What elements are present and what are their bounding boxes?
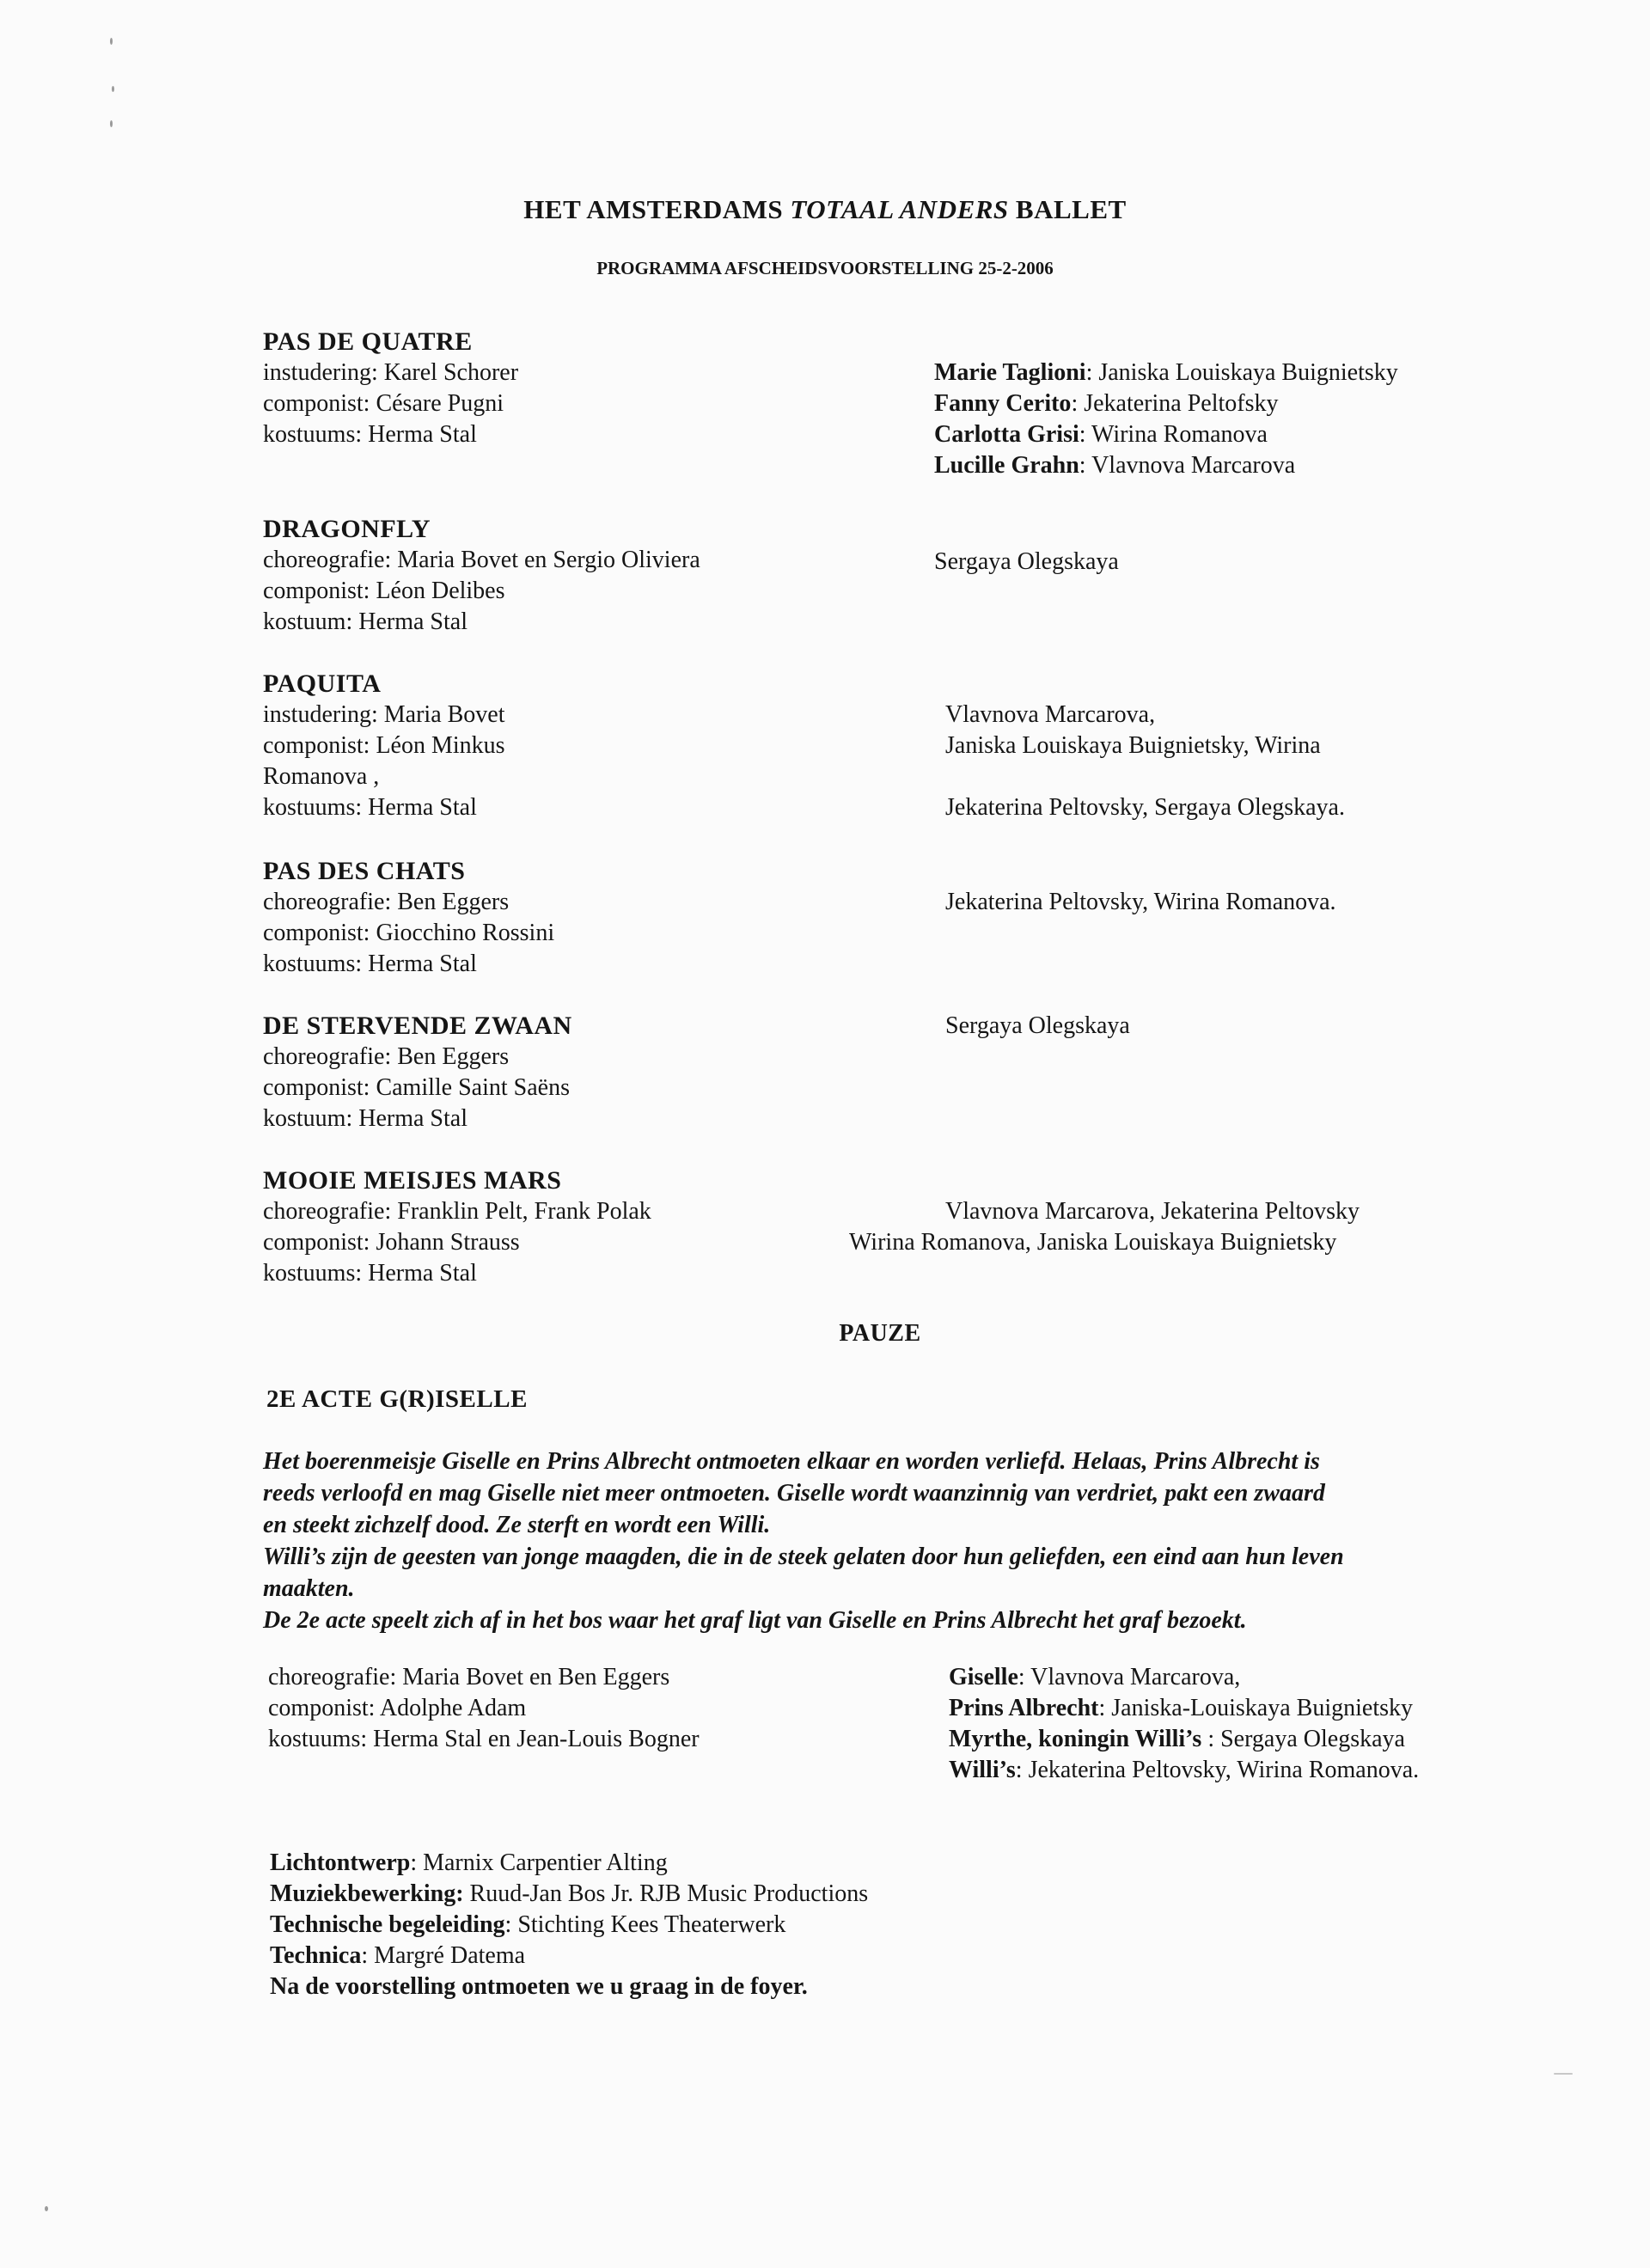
piece-detail: kostuums: Herma Stal en Jean-Louis Bogner — [268, 1726, 700, 1752]
cast-line: Sergaya Olegskaya — [945, 1012, 1130, 1039]
piece-title: DE STERVENDE ZWAAN — [263, 1012, 572, 1040]
credit-value: : Margré Datema — [361, 1942, 526, 1969]
synopsis-line: Willi’s zijn de geesten van jonge maagden, die in de steek gelaten door hun geliefden, een eind aan hun leven — [263, 1544, 1344, 1570]
giselle-synopsis — [263, 1446, 1483, 1636]
credit-label: Lichtontwerp — [270, 1849, 411, 1876]
cast-line — [949, 1724, 1419, 1755]
piece-pas-de-quatre — [263, 327, 518, 450]
piece-dragonfly — [263, 514, 700, 638]
credit-value: : Stichting Kees Theaterwerk — [504, 1911, 786, 1938]
cast-line-spacer — [945, 761, 1345, 792]
credit-label: Technische begeleiding — [270, 1911, 505, 1938]
piece-detail: kostuums: Herma Stal — [263, 1260, 477, 1287]
piece-detail: componist: Giocchino Rossini — [263, 920, 555, 946]
scan-speck — [45, 2206, 48, 2211]
cast-line: Jekaterina Peltovsky, Wirina Romanova. — [945, 889, 1336, 915]
dancer-name: : Vlavnova Marcarova — [1079, 452, 1296, 479]
role-name: Myrthe, koningin Willi’s — [949, 1726, 1202, 1752]
cast-de-stervende-zwaan — [945, 1011, 1130, 1042]
scan-speck — [110, 120, 113, 127]
piece-title: PAQUITA — [263, 669, 382, 698]
dancer-name: : Jekaterina Peltofsky — [1071, 390, 1279, 417]
piece-detail: instudering: Maria Bovet — [263, 701, 505, 728]
credit-label: Technica — [270, 1942, 362, 1969]
production-credits — [270, 1848, 868, 2002]
credit-value: Ruud-Jan Bos Jr. RJB Music Productions — [463, 1880, 869, 1907]
cast-pas-des-chats — [945, 887, 1336, 918]
role-name: Fanny Cerito — [934, 390, 1072, 417]
piece-giselle-title — [266, 1384, 528, 1415]
cast-mooie-meisjes-mars-1 — [945, 1196, 1360, 1227]
synopsis-line: reeds verloofd en mag Giselle niet meer ontmoeten. Giselle wordt waanzinnig van verdriet, pakt een zwaard — [263, 1480, 1325, 1507]
cast-line — [949, 1662, 1419, 1693]
scan-speck — [112, 86, 114, 92]
piece-paquita — [263, 669, 505, 823]
scan-speck — [110, 38, 113, 45]
piece-mooie-meisjes-mars — [263, 1165, 651, 1289]
piece-detail: choreografie: Maria Bovet en Sergio Oliviera — [263, 547, 700, 573]
role-name: Marie Taglioni — [934, 359, 1086, 386]
scan-speck — [1554, 2073, 1573, 2075]
cast-pas-de-quatre — [934, 358, 1398, 481]
piece-title: PAS DES CHATS — [263, 857, 466, 885]
synopsis-line: en steekt zichzelf dood. Ze sterft en wordt een Willi. — [263, 1512, 771, 1538]
piece-detail: choreografie: Franklin Pelt, Frank Polak — [263, 1198, 651, 1225]
piece-detail: componist: Adolphe Adam — [268, 1695, 527, 1721]
piece-detail: kostuums: Herma Stal — [263, 951, 477, 977]
dancer-name: : Wirina Romanova — [1079, 421, 1268, 448]
cast-dragonfly — [934, 547, 1119, 578]
piece-detail: componist: Césare Pugni — [263, 390, 504, 417]
cast-line: Sergaya Olegskaya — [934, 548, 1119, 575]
dancer-name: : Janiska-Louiskaya Buignietsky — [1098, 1695, 1413, 1721]
role-name: Willi’s — [949, 1757, 1016, 1783]
piece-detail: kostuums: Herma Stal — [263, 794, 477, 821]
credit-line — [270, 1910, 868, 1941]
cast-line — [934, 450, 1398, 481]
credit-line — [270, 1879, 868, 1910]
piece-title: PAS DE QUATRE — [263, 327, 473, 356]
cast-mooie-meisjes-mars-2 — [849, 1227, 1336, 1258]
piece-detail: choreografie: Maria Bovet en Ben Eggers — [268, 1664, 670, 1690]
role-name: Lucille Grahn — [934, 452, 1079, 479]
piece-de-stervende-zwaan — [263, 1011, 572, 1134]
credit-value: : Marnix Carpentier Alting — [410, 1849, 668, 1876]
cast-line — [949, 1693, 1419, 1724]
cast-line — [949, 1755, 1419, 1786]
role-name: Prins Albrecht — [949, 1695, 1099, 1721]
synopsis-line: De 2e acte speelt zich af in het bos waar het graf ligt van Giselle en Prins Albrecht het graf bezoekt. — [263, 1607, 1247, 1634]
piece-detail: Romanova , — [263, 763, 380, 790]
cast-paquita — [945, 700, 1345, 823]
giselle-cast — [949, 1662, 1419, 1786]
piece-detail: kostuum: Herma Stal — [263, 1105, 468, 1132]
synopsis-line: Het boerenmeisje Giselle en Prins Albrecht ontmoeten elkaar en worden verliefd. Helaas, Prins Albrecht is — [263, 1448, 1320, 1475]
cast-line: Vlavnova Marcarova, — [945, 701, 1156, 728]
dancer-name: : Vlavnova Marcarova, — [1018, 1664, 1241, 1690]
cast-line — [934, 388, 1398, 419]
credit-line — [270, 1941, 868, 1972]
cast-line — [934, 358, 1398, 388]
dancer-name: : Jekaterina Peltovsky, Wirina Romanova. — [1015, 1757, 1420, 1783]
piece-detail: componist: Camille Saint Saëns — [263, 1074, 570, 1101]
cast-line — [934, 419, 1398, 450]
dancer-name: : Sergaya Olegskaya — [1201, 1726, 1405, 1752]
page-subtitle: PROGRAMMA AFSCHEIDSVOORSTELLING 25-2-2006 — [596, 258, 1054, 278]
piece-detail: componist: Léon Delibes — [263, 578, 505, 604]
dancer-name: : Janiska Louiskaya Buignietsky — [1085, 359, 1398, 386]
piece-detail: componist: Johann Strauss — [263, 1229, 520, 1256]
credit-label: Muziekbewerking: — [270, 1880, 464, 1907]
piece-title: 2E ACTE G(R)ISELLE — [266, 1385, 528, 1413]
piece-detail: componist: Léon Minkus — [263, 732, 505, 759]
piece-title: MOOIE MEISJES MARS — [263, 1166, 562, 1195]
cast-line: Vlavnova Marcarova, Jekaterina Peltovsky — [945, 1198, 1360, 1225]
intermission-heading: PAUZE — [839, 1320, 921, 1347]
giselle-details — [268, 1662, 700, 1755]
cast-line: Janiska Louiskaya Buignietsky, Wirina — [945, 732, 1321, 759]
cast-line: Jekaterina Peltovsky, Sergaya Olegskaya. — [945, 794, 1345, 821]
piece-detail: kostuums: Herma Stal — [263, 421, 477, 448]
piece-detail: choreografie: Ben Eggers — [263, 889, 510, 915]
piece-title: DRAGONFLY — [263, 515, 431, 543]
piece-detail: instudering: Karel Schorer — [263, 359, 519, 386]
role-name: Giselle — [949, 1664, 1018, 1690]
cast-line: Wirina Romanova, Janiska Louiskaya Buignietsky — [849, 1229, 1337, 1256]
synopsis-line: maakten. — [263, 1575, 355, 1602]
piece-detail: choreografie: Ben Eggers — [263, 1043, 510, 1070]
closing-note: Na de voorstelling ontmoeten we u graag in de foyer. — [270, 1973, 808, 2000]
page-title: HET AMSTERDAMS TOTAAL ANDERS BALLET — [523, 194, 1127, 224]
piece-detail: kostuum: Herma Stal — [263, 608, 468, 635]
credit-line — [270, 1848, 868, 1879]
role-name: Carlotta Grisi — [934, 421, 1079, 448]
piece-pas-des-chats — [263, 856, 554, 980]
